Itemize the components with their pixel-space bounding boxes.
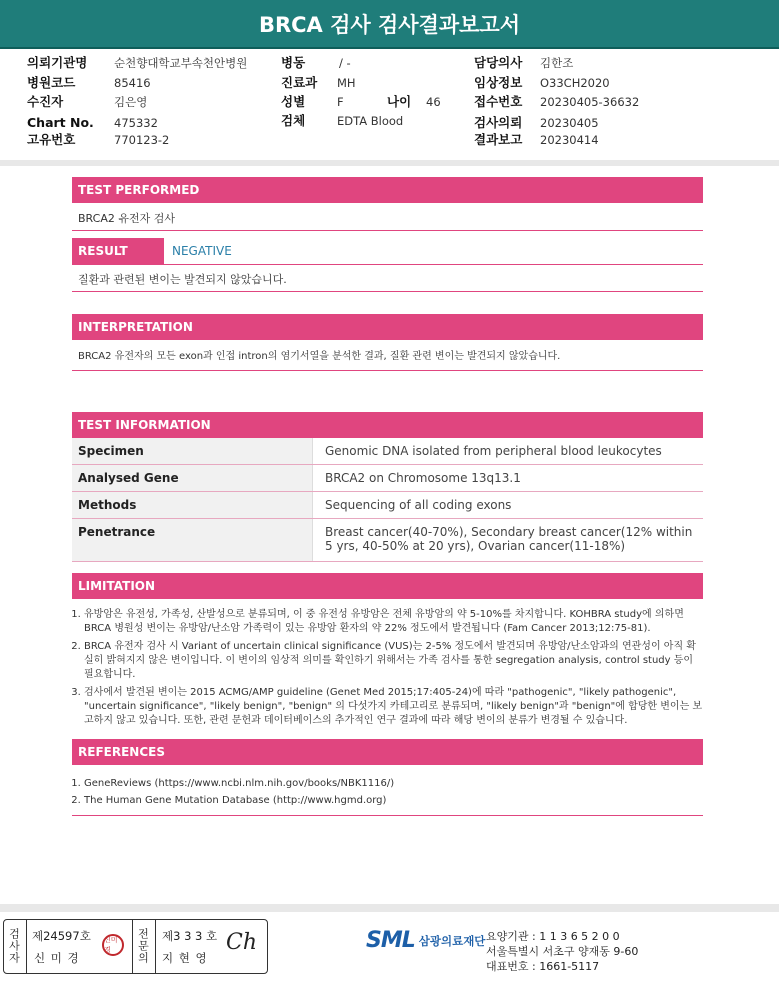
test-information-table (72, 438, 703, 562)
list-item: 2. The Human Gene Mutation Database (http://www.hgmd.org) (84, 792, 703, 809)
specialist-name: 지 현 영 (162, 951, 208, 965)
list-item: 1. 유방암은 유전성, 가족성, 산발성으로 분류되며, 이 중 유전성 유방암은 전체 유방암의 약 5-10%를 차지합니다. KOHBRA study에 의하면 BRCA 병원성 변이는 유방암/난소암 가족력이 있는 유방암 환자의 약 22% 정도에서 발견됩니다 (Fam Cancer 2013;12:75-81). (84, 608, 703, 636)
specialist-signature: Ch (226, 930, 258, 955)
label-receipt-no: 접수번호 (474, 94, 523, 109)
label-specimen-type: 검체 (281, 113, 306, 128)
table-row (72, 465, 703, 492)
table-row (72, 492, 703, 519)
examiner-label (7, 928, 21, 964)
label-request-date: 검사의뢰 (474, 115, 523, 130)
section-heading-interpretation: INTERPRETATION (72, 314, 703, 340)
divider (72, 230, 703, 231)
examiner-seal: 신미경 (102, 934, 124, 956)
divider (72, 291, 703, 292)
row-value: BRCA2 on Chromosome 13q13.1 (313, 465, 704, 492)
specialist-label-text: 전문의 (136, 928, 150, 964)
lab-name: 삼광의료재단 (418, 933, 486, 948)
divider (72, 370, 703, 371)
label-report-date: 결과보고 (474, 132, 523, 147)
value-age: 46 (426, 95, 441, 109)
lab-info-line: 요양기관 : 1 1 3 6 5 2 0 0 (486, 930, 620, 943)
sml-logo-mark: SML (366, 928, 415, 953)
specialist-no: 제3 3 3 호 (162, 929, 218, 943)
examiner-no: 제24597호 (32, 929, 91, 943)
label-clinical-info: 임상정보 (474, 75, 523, 90)
table-row (72, 519, 703, 562)
value-report-date: 20230414 (540, 133, 599, 147)
label-patient-name: 수진자 (27, 94, 64, 109)
test-performed-text: BRCA2 유전자 검사 (78, 212, 175, 225)
label-hospital-code: 병원코드 (27, 75, 76, 90)
row-value: Sequencing of all coding exons (313, 492, 704, 519)
lab-logo (366, 928, 485, 953)
value-requesting-institution: 순천향대학교부속천안병원 (114, 56, 248, 70)
value-unique-id: 770123-2 (114, 133, 170, 147)
lab-info (486, 929, 638, 974)
label-chart-no: Chart No. (27, 115, 94, 130)
label-department: 진료과 (281, 75, 318, 90)
value-department: MH (337, 76, 356, 90)
label-sex: 성별 (281, 94, 306, 109)
row-label: Specimen (72, 438, 313, 465)
value-hospital-code: 85416 (114, 76, 151, 90)
value-clinical-info: O33CH2020 (540, 76, 610, 90)
section-heading-limitation: LIMITATION (72, 573, 703, 599)
divider (155, 920, 156, 973)
report-title: BRCA 검사 검사결과보고서 (0, 0, 779, 49)
result-text: 질환과 관련된 변이는 발견되지 않았습니다. (78, 273, 287, 286)
divider-band-bottom (0, 904, 779, 912)
value-ward: / - (339, 56, 351, 70)
section-heading-references: REFERENCES (72, 739, 703, 765)
row-label: Analysed Gene (72, 465, 313, 492)
signature-box (3, 919, 268, 974)
label-ward: 병동 (281, 55, 306, 70)
result-value: NEGATIVE (172, 244, 232, 258)
value-request-date: 20230405 (540, 116, 599, 130)
section-heading-test-performed: TEST PERFORMED (72, 177, 703, 203)
specialist-label (136, 928, 150, 964)
label-physician: 담당의사 (474, 55, 523, 70)
section-result-header (72, 238, 703, 264)
label-unique-id: 고유번호 (27, 132, 76, 147)
lab-info-line: 서울특별시 서초구 양재동 9-60 (486, 945, 639, 958)
divider (26, 920, 27, 973)
divider (72, 264, 703, 265)
label-requesting-institution: 의뢰기관명 (27, 55, 88, 70)
value-patient-name: 김은영 (114, 95, 148, 109)
examiner-label-text: 검사자 (7, 928, 21, 964)
table-row (72, 438, 703, 465)
value-chart-no: 475332 (114, 116, 158, 130)
value-sex: F (337, 95, 344, 109)
value-receipt-no: 20230405-36632 (540, 95, 640, 109)
row-value: Breast cancer(40-70%), Secondary breast cancer(12% within 5 yrs, 40-50% at 20 yrs), Ovarian cancer(11-18%) (313, 519, 704, 562)
examiner-name: 신 미 경 (34, 951, 80, 965)
row-label: Methods (72, 492, 313, 519)
row-label: Penetrance (72, 519, 313, 562)
section-heading-test-information: TEST INFORMATION (72, 412, 703, 438)
value-physician: 김한조 (540, 56, 574, 70)
limitation-list (72, 608, 703, 732)
value-specimen-type: EDTA Blood (337, 114, 404, 128)
row-value: Genomic DNA isolated from peripheral blood leukocytes (313, 438, 704, 465)
divider-band-top (0, 160, 779, 166)
references-list (72, 775, 703, 809)
divider (72, 815, 703, 816)
section-heading-result: RESULT (72, 238, 164, 264)
label-age: 나이 (387, 94, 412, 109)
divider (132, 920, 133, 973)
list-item: 1. GeneReviews (https://www.ncbi.nlm.nih.gov/books/NBK1116/) (84, 775, 703, 792)
list-item: 3. 검사에서 발견된 변이는 2015 ACMG/AMP guideline (Genet Med 2015;17:405-24)에 따라 "pathogenic", "likely pathogenic", "uncertain significance", "likely benign", "benign" 의 다섯가지 카테고리로 분류되며, "likely benign"과 "benign"에 합당한 변이는 보고하지 않고 있습니다. 또한, 관련 문헌과 데이터베이스의 추가적인 연구 결과에 따라 해당 변이의 분류가 변경될 수 있습니다. (84, 686, 703, 728)
list-item: 2. BRCA 유전자 검사 시 Variant of uncertain clinical significance (VUS)는 2-5% 정도에서 발견되며 유방암/난소암과의 연관성이 아직 확실히 밝혀지지 않은 변이입니다. 이 변이의 임상적 의미를 확인하기 위해서는 가족 검사를 통한 segregation analysis, control study 등이 필요합니다. (84, 640, 703, 682)
interpretation-text: BRCA2 유전자의 모든 exon과 인접 intron의 염기서열을 분석한 결과, 질환 관련 변이는 발견되지 않았습니다. (78, 351, 561, 362)
lab-info-line: 대표번호 : 1661-5117 (486, 960, 600, 973)
